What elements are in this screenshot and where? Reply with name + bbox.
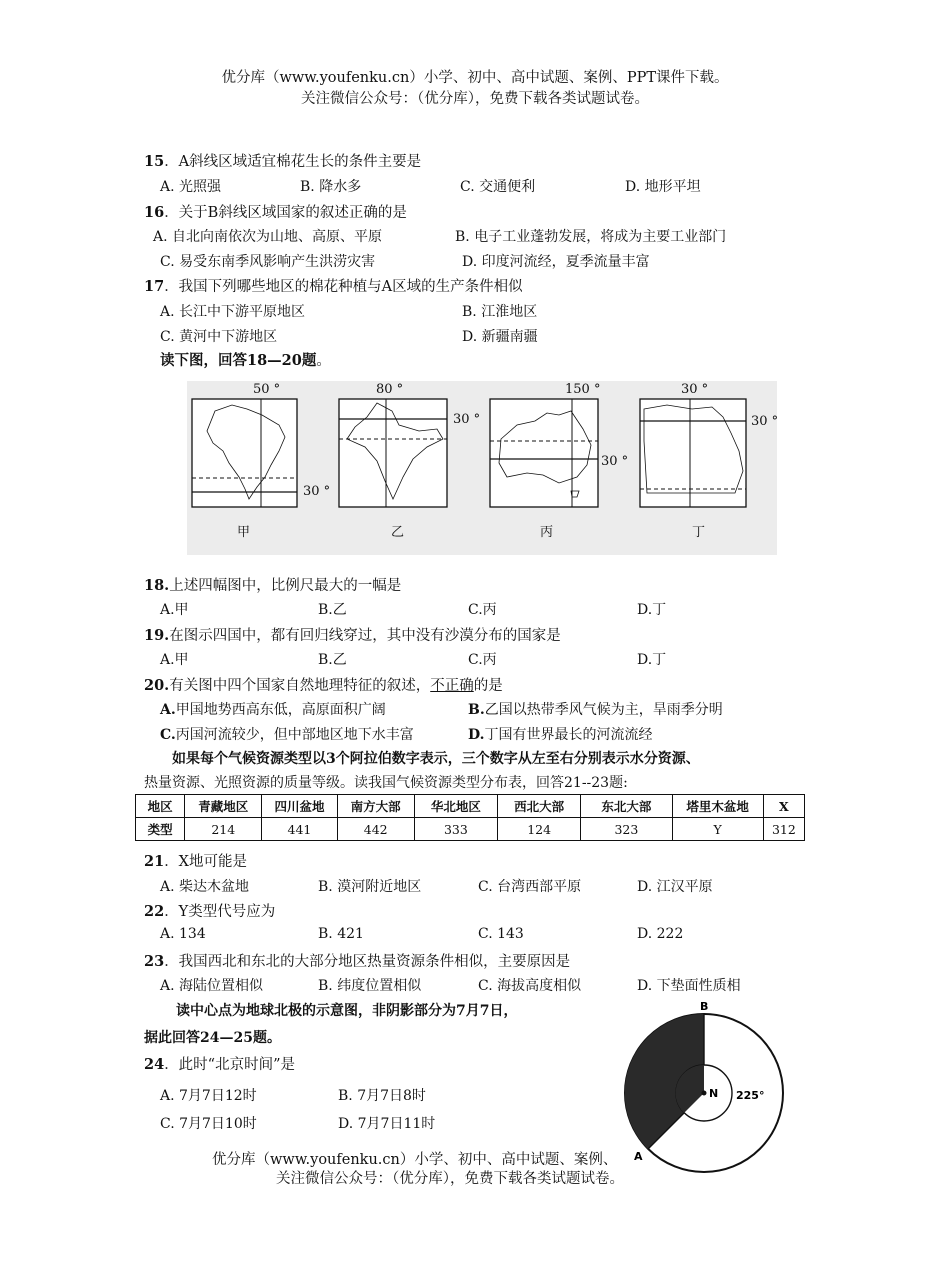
map-bing [490, 382, 628, 540]
q22-option-a: A. 134 [160, 926, 206, 942]
q16-option-d: D. 印度河流经，夏季流量丰富 [462, 254, 650, 270]
q22-option-d: D. 222 [637, 926, 684, 942]
q17-option-d: D. 新疆南疆 [462, 329, 538, 345]
table-header-cell: 东北大部 [581, 795, 672, 818]
question-number: 15 [144, 153, 165, 170]
q24-option-c: C. 7月7日10时 [160, 1116, 257, 1132]
question-21 [144, 850, 247, 871]
table-cell: 类型 [136, 818, 185, 841]
q22-option-b: B. 421 [318, 926, 364, 942]
footer-line-2: 关注微信公众号：（优分库），免费下载各类试题试卷。 [276, 1171, 624, 1187]
header-line-1: 优分库（www.youfenku.cn）小学、初中、高中试题、案例、PPT课件下载。 [221, 70, 729, 86]
question-23 [144, 950, 570, 971]
table-header-cell: 青藏地区 [185, 795, 262, 818]
question-stem: 在图示四国中，都有回归线穿过，其中没有沙漠分布的国家是 [169, 628, 561, 644]
map-ding [640, 382, 778, 540]
climate-intro-line-2: 热量资源、光照资源的质量等级。读我国气候资源类型分布表，回答21--23题: [144, 775, 628, 791]
maps-svg [187, 381, 777, 555]
map-jia-latitude: 30 ° [303, 484, 331, 499]
table-cell: 312 [763, 818, 804, 841]
table-header-cell: 华北地区 [414, 795, 497, 818]
map-bing-latitude: 30 ° [601, 454, 629, 469]
question-17 [144, 275, 523, 296]
question-number: 17 [144, 278, 165, 295]
table-header-cell: 四川盆地 [262, 795, 337, 818]
map-ding-longitude: 30 ° [681, 382, 709, 397]
table-row [136, 818, 805, 841]
header-line-2: 关注微信公众号：（优分库），免费下载各类试题试卷。 [301, 91, 649, 107]
q18-option-a: A.甲 [160, 602, 189, 618]
table-cell: 214 [185, 818, 262, 841]
q19-option-c: C.丙 [468, 652, 497, 668]
q16-option-c: C. 易受东南季风影响产生洪涝灾害 [160, 254, 376, 270]
question-stem: ．X地可能是 [164, 854, 248, 870]
map-ding-latitude: 30 ° [751, 414, 779, 429]
q21-option-d: D. 江汉平原 [637, 879, 713, 895]
q18-option-b: B.乙 [318, 602, 347, 618]
q23-option-a: A. 海陆位置相似 [160, 978, 264, 994]
q15-option-b: B. 降水多 [300, 179, 362, 195]
question-number: 19. [144, 627, 170, 644]
question-24 [144, 1053, 295, 1074]
table-cell: 442 [337, 818, 414, 841]
question-stem: ．关于B斜线区域国家的叙述正确的是 [164, 205, 407, 221]
polar-intro-line-2: 据此回答24—25题。 [144, 1030, 281, 1046]
question-15 [144, 150, 421, 171]
q24-option-d: D. 7月7日11时 [338, 1116, 436, 1132]
q17-option-b: B. 江淮地区 [462, 304, 538, 320]
question-19 [144, 624, 561, 645]
table-header-cell: 西北大部 [498, 795, 581, 818]
q19-option-d: D.丁 [637, 652, 667, 668]
map-bing-longitude: 150 ° [565, 382, 601, 397]
question-number: 22 [144, 903, 165, 920]
question-20: 20.有关图中四个国家自然地理特征的叙述，不正确的是 [144, 677, 503, 694]
question-number: 16 [144, 204, 165, 221]
map-jia-label: 甲 [237, 525, 251, 540]
table-header-cell: X [763, 795, 804, 818]
map-jia [192, 382, 330, 540]
q15-option-a: A. 光照强 [160, 179, 222, 195]
question-stem: ．我国下列哪些地区的棉花种植与A区域的生产条件相似 [164, 279, 523, 295]
question-stem: ．此时“北京时间”是 [164, 1057, 296, 1073]
map-yi-label: 乙 [391, 525, 405, 540]
q16-option-a: A. 自北向南依次为山地、高原、平原 [153, 229, 383, 245]
climate-resource-table [135, 794, 805, 841]
emphasis-not-correct: 不正确 [430, 678, 474, 694]
q19-option-a: A.甲 [160, 652, 189, 668]
q16-option-b: B. 电子工业蓬勃发展，将成为主要工业部门 [455, 229, 727, 245]
q23-option-c: C. 海拔高度相似 [478, 978, 582, 994]
q23-option-d: D. 下垫面性质相 [637, 978, 741, 994]
q17-option-a: A. 长江中下游平原地区 [160, 304, 306, 320]
climate-intro-line-1: 如果每个气候资源类型以3个阿拉伯数字表示，三个数字从左至右分别表示水分资源、 [172, 751, 700, 767]
table-header-cell: 南方大部 [337, 795, 414, 818]
q15-option-c: C. 交通便利 [460, 179, 536, 195]
question-number: 21 [144, 853, 165, 870]
q24-option-a: A. 7月7日12时 [160, 1088, 257, 1104]
q20-option-d: D.丁国有世界最长的河流流经 [468, 727, 653, 743]
map-yi-latitude: 30 ° [453, 412, 481, 427]
table-cell: 441 [262, 818, 337, 841]
point-a-label: A [634, 1150, 643, 1163]
north-pole-diagram [612, 1000, 792, 1163]
question-number: 24 [144, 1056, 165, 1073]
question-stem: ．我国西北和东北的大部分地区热量资源条件相似，主要原因是 [164, 954, 571, 970]
point-b-label: B [700, 1000, 709, 1013]
question-number: 18. [144, 577, 170, 594]
table-header-cell: 地区 [136, 795, 185, 818]
q18-option-d: D.丁 [637, 602, 667, 618]
footer-line-1: 优分库（www.youfenku.cn）小学、初中、高中试题、案例、 [212, 1152, 618, 1168]
map-jia-longitude: 50 ° [253, 382, 281, 397]
question-number: 23 [144, 953, 165, 970]
q18-option-c: C.丙 [468, 602, 497, 618]
question-18 [144, 574, 401, 595]
q22-option-c: C. 143 [478, 926, 524, 942]
question-stem: ．A斜线区域适宜棉花生长的条件主要是 [164, 154, 422, 170]
read-instruction-18-20: 读下图，回答18—20题。 [160, 352, 331, 369]
polar-intro-line-1: 读中心点为地球北极的示意图，非阴影部分为7月7日， [176, 1003, 518, 1019]
north-pole-label: N [709, 1087, 719, 1100]
angle-label: 225° [736, 1089, 765, 1102]
q19-option-b: B.乙 [318, 652, 347, 668]
q24-option-b: B. 7月7日8时 [338, 1088, 426, 1104]
map-bing-label: 丙 [540, 525, 554, 540]
q20-option-b: B.乙国以热带季风气候为主，旱雨季分明 [468, 702, 723, 718]
q15-option-d: D. 地形平坦 [625, 179, 701, 195]
table-cell: 333 [414, 818, 497, 841]
question-stem: ．Y类型代号应为 [164, 904, 276, 920]
q23-option-b: B. 纬度位置相似 [318, 978, 422, 994]
map-ding-label: 丁 [692, 525, 706, 540]
q21-option-b: B. 漠河附近地区 [318, 879, 422, 895]
question-22 [144, 900, 275, 921]
q20-option-c: C.丙国河流较少，但中部地区地下水丰富 [160, 727, 414, 743]
four-country-maps [187, 381, 777, 555]
table-header-cell: 塔里木盆地 [672, 795, 763, 818]
table-cell: 323 [581, 818, 672, 841]
table-cell: Y [672, 818, 763, 841]
question-number: 20. [144, 677, 170, 694]
map-yi [339, 382, 480, 540]
q21-option-a: A. 柴达木盆地 [160, 879, 250, 895]
question-stem: 上述四幅图中，比例尺最大的一幅是 [169, 578, 402, 594]
table-cell: 124 [498, 818, 581, 841]
map-yi-longitude: 80 ° [376, 382, 404, 397]
q21-option-c: C. 台湾西部平原 [478, 879, 582, 895]
q20-option-a: A.甲国地势西高东低，高原面积广阔 [160, 702, 386, 718]
question-16 [144, 201, 407, 222]
table-header-row [136, 795, 805, 818]
q17-option-c: C. 黄河中下游地区 [160, 329, 278, 345]
